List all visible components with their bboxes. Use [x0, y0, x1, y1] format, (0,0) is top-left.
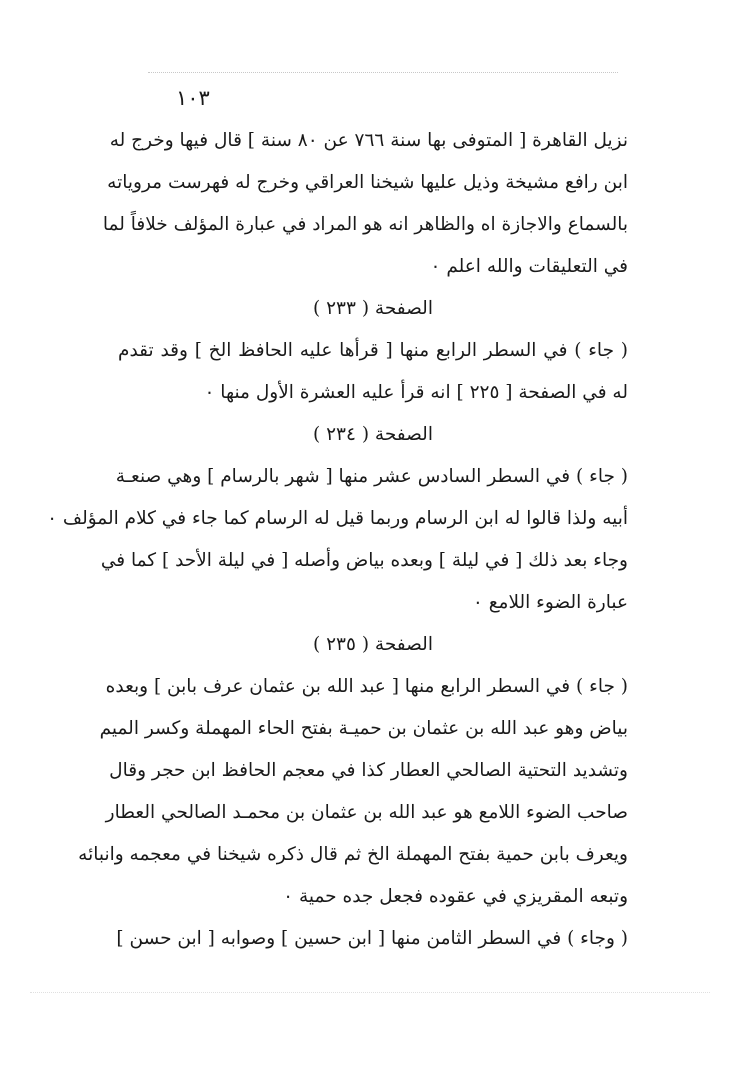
text-line: ( وجاء ) في السطر الثامن منها [ ابن حسين ] وصوابه [ ابن حسن ]: [116, 928, 628, 949]
text-line: وجاء بعد ذلك [ في ليلة ] وبعده بياض وأصله [ في ليلة الأحد ] كما في: [100, 550, 628, 571]
section-heading: الصفحة ( ٢٣٣ ): [313, 298, 433, 319]
section-heading: الصفحة ( ٢٣٥ ): [313, 634, 433, 655]
top-dotted-rule: [148, 72, 618, 73]
text-line: له في الصفحة [ ٢٢٥ ] انه قرأ عليه العشرة الأول منها ٠: [204, 382, 628, 403]
text-line: ( جاء ) في السطر السادس عشر منها [ شهر بالرسام ] وهي صنعـة: [115, 466, 628, 487]
text-line: وتبعه المقريزي في عقوده فجعل جده حمية ٠: [283, 886, 628, 907]
text-line: ويعرف بابن حمية بفتح المهملة الخ ثم قال ذكره شيخنا في معجمه وانبائه: [78, 844, 628, 865]
bottom-dotted-rule: [30, 992, 710, 993]
page-text-block: [47, 120, 628, 960]
text-line: في التعليقات والله اعلم ٠: [430, 256, 628, 277]
text-line: صاحب الضوء اللامع هو عبد الله بن عثمان بن محمـد الصالحي العطار: [105, 802, 628, 823]
text-line: بياض وهو عبد الله بن عثمان بن حميـة بفتح الحاء المهملة وكسر الميم: [99, 718, 628, 739]
section-heading: الصفحة ( ٢٣٤ ): [313, 424, 433, 445]
text-line: ( جاء ) في السطر الرابع منها [ عبد الله بن عثمان عرف بابن ] وبعده: [105, 676, 628, 697]
page-number: ١٠٣: [176, 86, 210, 110]
text-line: عبارة الضوء اللامع ٠: [472, 592, 628, 613]
text-line: أبيه ولذا قالوا له ابن الرسام وربما قيل له الرسام كما جاء في كلام المؤلف ٠: [47, 508, 628, 529]
text-line: وتشديد التحتية الصالحي العطار كذا في معجم الحافظ ابن حجر وقال: [109, 760, 628, 781]
text-line: نزيل القاهرة [ المتوفى بها سنة ٧٦٦ عن ٨٠ سنة ] قال فيها وخرج له: [109, 130, 628, 151]
text-line: ( جاء ) في السطر الرابع منها [ قرأها عليه الحافظ الخ ] وقد تقدم: [118, 340, 628, 361]
text-line: بالسماع والاجازة اه والظاهر انه هو المراد في عبارة المؤلف خلافاً لما: [102, 214, 628, 235]
text-line: ابن رافع مشيخة وذيل عليها شيخنا العراقي وخرج له فهرست مروياته: [107, 172, 628, 193]
